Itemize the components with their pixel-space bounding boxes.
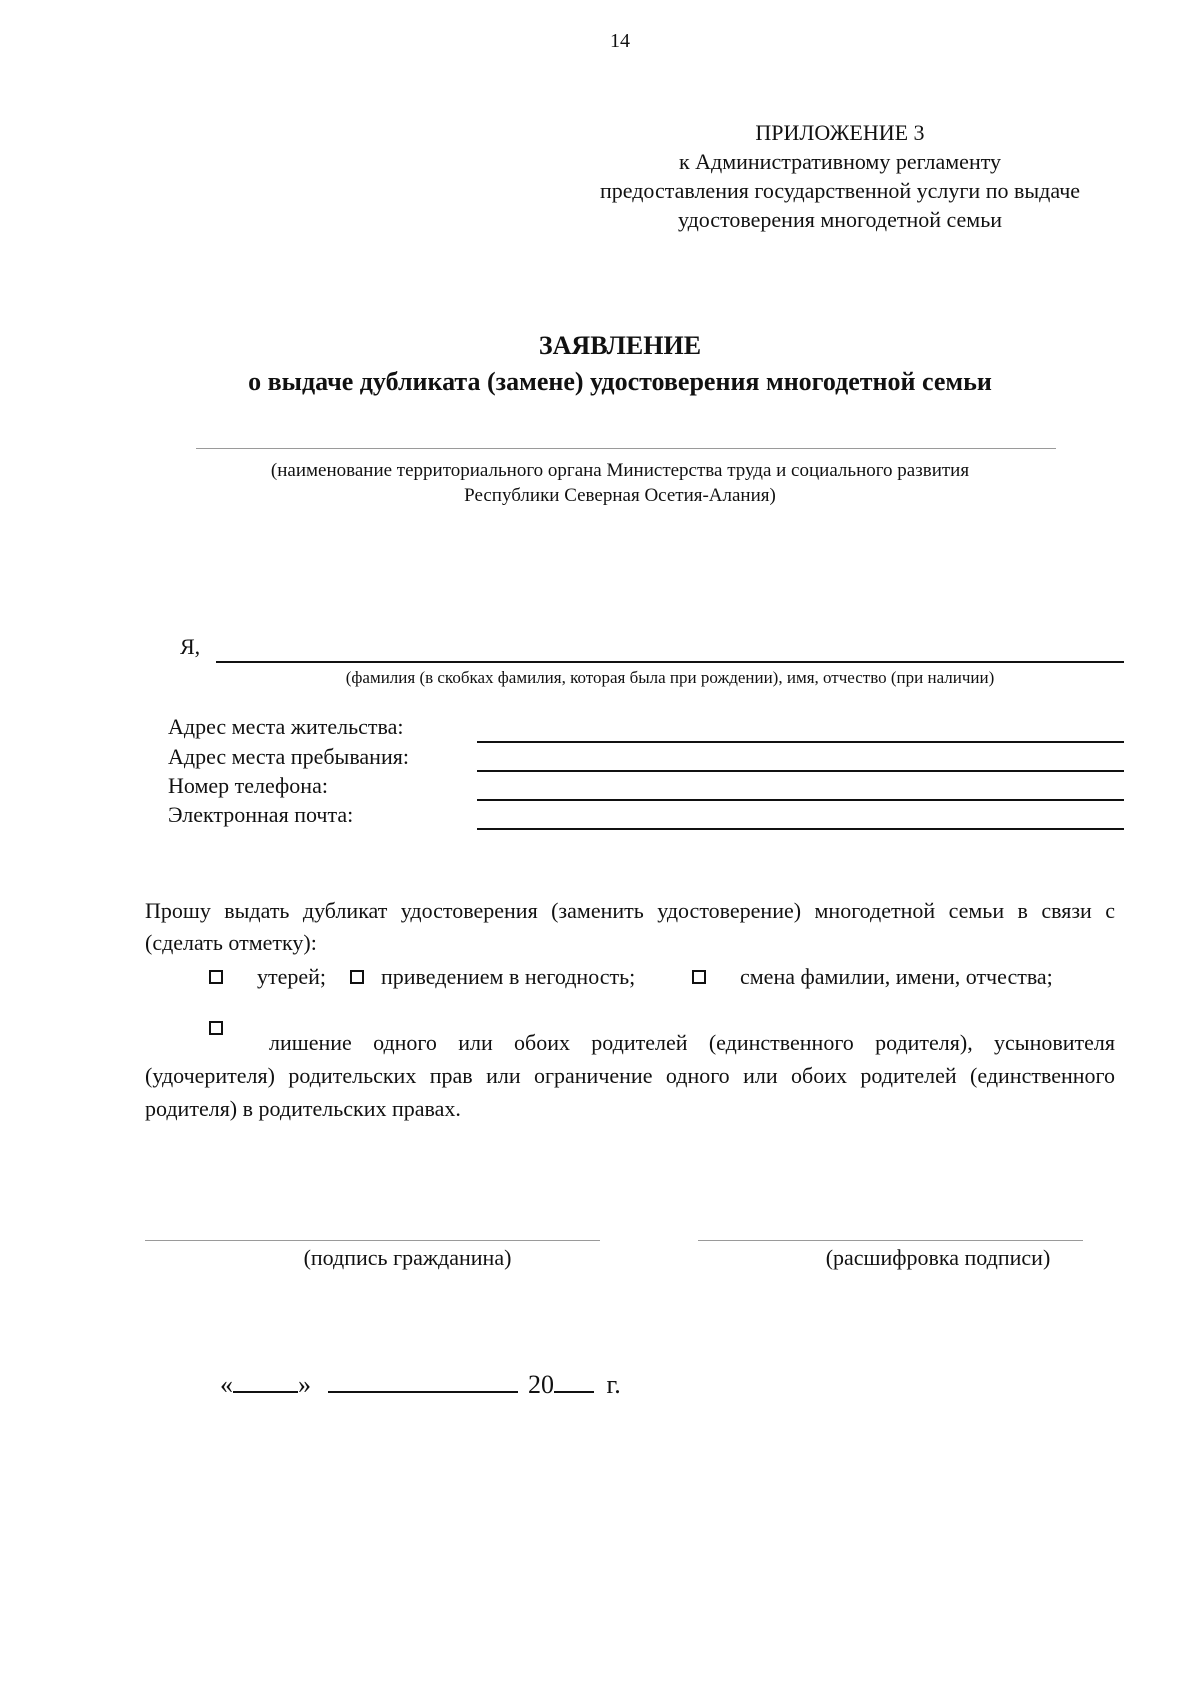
date-row: [220, 1365, 621, 1400]
stay-address-field-line[interactable]: [477, 770, 1124, 772]
residence-address-label: Адрес места жительства:: [168, 714, 404, 739]
org-caption-line-1: (наименование территориального органа Министерства труда и социального развития: [270, 460, 970, 481]
month-field[interactable]: [328, 1365, 518, 1393]
phone-label: Номер телефона:: [168, 773, 328, 798]
date-close-quote: »: [298, 1370, 311, 1399]
phone-field-line[interactable]: [477, 799, 1124, 801]
org-caption-line-2: Республики Северная Осетия-Алания): [464, 485, 776, 506]
signature-decode-caption: (расшифровка подписи): [825, 1245, 1051, 1270]
appendix-line-3: предоставления государственной услуги по выдаче: [599, 178, 1081, 203]
stay-address-label: Адрес места пребывания:: [168, 744, 409, 769]
name-change-checkbox[interactable]: [692, 970, 706, 984]
deprivation-option-label: лишение одного или обоих родителей (единственного родителя), усыновителя (удочерителя) родительских прав или ограничение одного или обоих родителей (единственного родителя) в родительских правах.: [145, 1030, 1115, 1121]
appendix-header: [540, 118, 1140, 234]
appendix-line-1: ПРИЛОЖЕНИЕ 3: [755, 120, 925, 145]
request-paragraph: Прошу выдать дубликат удостоверения (заменить удостоверение) многодетной семьи в связи с (сделать отметку):: [145, 898, 1115, 955]
applicant-name-caption: (фамилия (в скобках фамилия, которая была при рождении), имя, отчество (при наличии): [345, 668, 995, 687]
loss-option-label: утерей;: [257, 964, 327, 989]
day-field[interactable]: [233, 1365, 298, 1393]
appendix-line-2: к Административному регламенту: [678, 149, 1002, 174]
signature-decode-line[interactable]: [698, 1240, 1083, 1241]
damage-checkbox[interactable]: [350, 970, 364, 984]
title-main: ЗАЯВЛЕНИЕ: [538, 331, 702, 360]
email-field-line[interactable]: [477, 828, 1124, 830]
year-suffix: г.: [606, 1370, 621, 1399]
year-field[interactable]: [554, 1365, 594, 1393]
name-change-option-label: смена фамилии, имени, отчества;: [740, 964, 1053, 989]
appendix-line-4: удостоверения многодетной семьи: [677, 207, 1003, 232]
title-subtitle: о выдаче дубликата (замене) удостоверения многодетной семьи: [248, 367, 992, 396]
org-name-caption: [180, 458, 1060, 508]
applicant-label: Я,: [180, 634, 201, 659]
document-title: [0, 328, 1200, 400]
date-open-quote: «: [220, 1370, 233, 1399]
org-name-field-line[interactable]: [196, 448, 1056, 449]
page-number: 14: [610, 30, 630, 52]
loss-checkbox[interactable]: [209, 970, 223, 984]
damage-option-label: приведением в негодность;: [381, 964, 636, 989]
year-prefix: 20: [528, 1370, 554, 1399]
citizen-signature-line[interactable]: [145, 1240, 600, 1241]
email-label: Электронная почта:: [168, 802, 354, 827]
applicant-name-field-line[interactable]: [216, 661, 1124, 663]
residence-address-field-line[interactable]: [477, 741, 1124, 743]
citizen-signature-caption: (подпись гражданина): [303, 1245, 512, 1270]
